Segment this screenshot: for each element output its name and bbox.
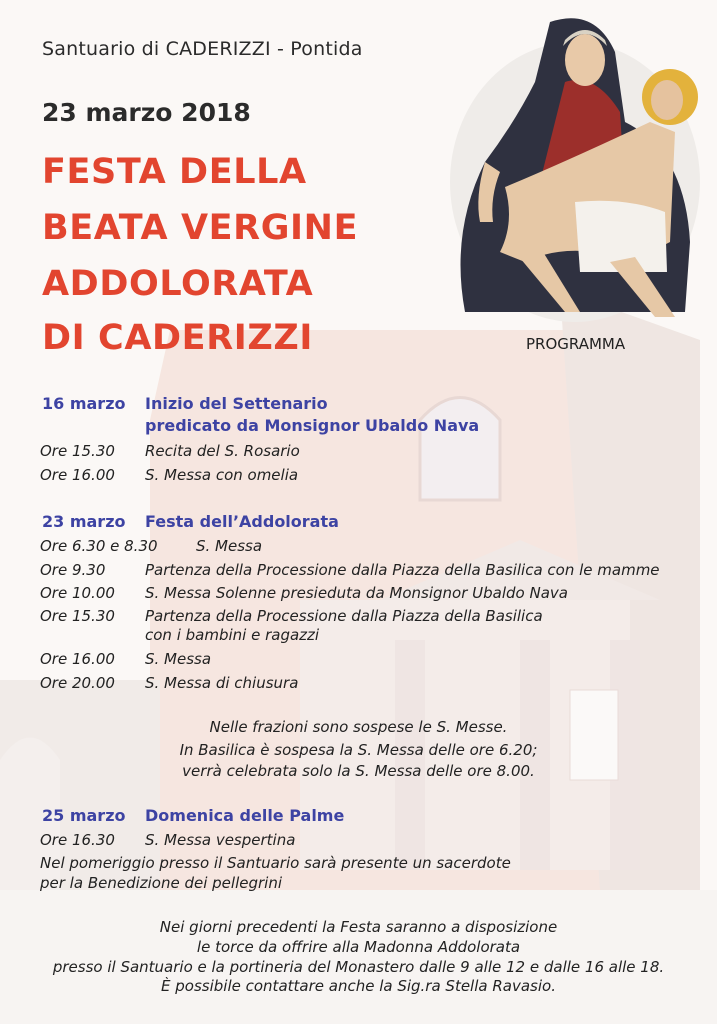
schedule-time: Ore 16.00: [40, 466, 115, 484]
schedule-desc: Partenza della Processione dalla Piazza della Basilica con le mamme: [145, 561, 660, 579]
section-date-23-marzo: 23 marzo: [42, 512, 126, 531]
section-heading-palme: Domenica delle Palme: [145, 806, 345, 825]
section-heading-addolorata: Festa dell’Addolorata: [145, 512, 339, 531]
schedule-desc: S. Messa Solenne presieduta da Monsignor Ubaldo Nava: [145, 584, 568, 602]
schedule-desc: Recita del S. Rosario: [145, 442, 300, 460]
schedule-desc: S. Messa di chiusura: [145, 674, 299, 692]
notice-line: verrà celebrata solo la S. Messa delle ore 8.00.: [182, 762, 535, 780]
section-heading-predicato: predicato da Monsignor Ubaldo Nava: [145, 416, 480, 435]
notice-line: Nel pomeriggio presso il Santuario sarà presente un sacerdote: [40, 854, 511, 872]
footer-line: Nei giorni precedenti la Festa saranno a disposizione: [159, 918, 558, 936]
section-date-25-marzo: 25 marzo: [42, 806, 126, 825]
notice-line: per la Benedizione dei pellegrini: [40, 874, 283, 892]
sanctuary-location: Santuario di CADERIZZI - Pontida: [42, 38, 363, 60]
event-date: 23 marzo 2018: [42, 98, 251, 127]
schedule-time: Ore 6.30 e 8.30: [40, 537, 158, 555]
festival-title-line-1: FESTA DELLA: [42, 152, 307, 192]
schedule-desc-continued: con i bambini e ragazzi: [145, 626, 320, 644]
schedule-desc: S. Messa vespertina: [145, 831, 296, 849]
schedule-time: Ore 20.00: [40, 674, 115, 692]
schedule-time: Ore 15.30: [40, 607, 115, 625]
schedule-desc: Partenza della Processione dalla Piazza della Basilica: [145, 607, 543, 625]
schedule-desc: S. Messa: [145, 650, 212, 668]
programma-label: PROGRAMMA: [526, 335, 626, 353]
schedule-time: Ore 9.30: [40, 561, 106, 579]
schedule-time: Ore 10.00: [40, 584, 115, 602]
footer-line: presso il Santuario e la portineria del Monastero dalle 9 alle 12 e dalle 16 alle 18.: [52, 958, 665, 976]
schedule-desc: S. Messa: [196, 537, 263, 555]
festival-title-line-4: DI CADERIZZI: [42, 318, 313, 358]
section-heading-settenario: Inizio del Settenario: [145, 394, 328, 413]
schedule-desc: S. Messa con omelia: [145, 466, 299, 484]
schedule-time: Ore 16.30: [40, 831, 115, 849]
section-date-16-marzo: 16 marzo: [42, 394, 126, 413]
notice-line: Nelle frazioni sono sospese le S. Messe.: [209, 718, 508, 736]
notice-line: In Basilica è sospesa la S. Messa delle ore 6.20;: [179, 741, 538, 759]
schedule-time: Ore 16.00: [40, 650, 115, 668]
footer-line: le torce da offrire alla Madonna Addolorata: [196, 938, 521, 956]
pieta-icon-image: [445, 12, 705, 327]
festival-title-line-3: ADDOLORATA: [42, 264, 314, 304]
schedule-time: Ore 15.30: [40, 442, 115, 460]
footer-line: È possibile contattare anche la Sig.ra Stella Ravasio.: [161, 977, 556, 995]
festival-title-line-2: BEATA VERGINE: [42, 208, 359, 248]
